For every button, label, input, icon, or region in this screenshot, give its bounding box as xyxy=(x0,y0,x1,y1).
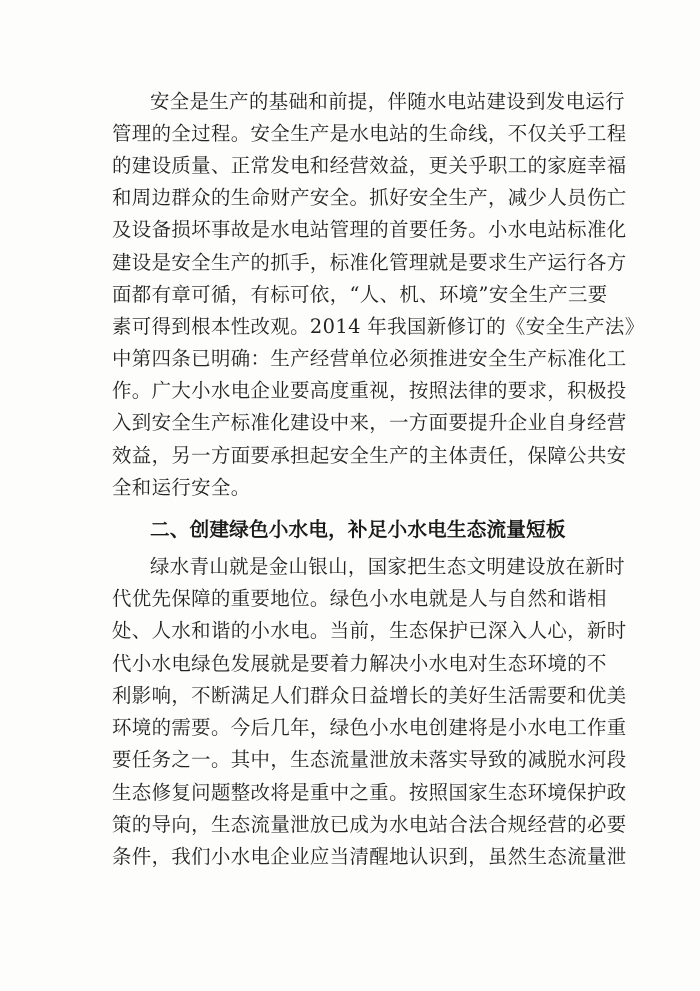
paragraph-line: 管理的全过程。安全生产是水电站的生命线，不仅关乎工程 xyxy=(112,122,627,145)
section-heading: 二、创建绿色小水电，补足小水电生态流量短板 xyxy=(150,518,566,541)
paragraph-line: 入到安全生产标准化建设中来，一方面要提升企业自身经营 xyxy=(112,411,627,434)
paragraph-line: 策的导向，生态流量泄放已成为水电站合法合规经营的必要 xyxy=(112,813,627,836)
paragraph-line: 要任务之一。其中，生态流量泄放未落实导致的减脱水河段 xyxy=(112,748,627,771)
paragraph-line: 条件，我们小水电企业应当清醒地认识到，虽然生态流量泄 xyxy=(112,845,627,868)
paragraph-line: 及设备损坏事故是水电站管理的首要任务。小水电站标准化 xyxy=(112,218,627,241)
paragraph-line: 建设是安全生产的抓手，标准化管理就是要求生产运行各方 xyxy=(112,251,627,274)
paragraph-line: 效益，另一方面要承担起安全生产的主体责任，保障公共安 xyxy=(112,444,627,467)
paragraph-line: 处、人水和谐的小水电。当前，生态保护已深入人心，新时 xyxy=(112,619,627,642)
paragraph-line: 素可得到根本性改观。2014 年我国新修订的《安全生产法》 xyxy=(112,315,645,338)
paragraph-line: 中第四条已明确：生产经营单位必须推进安全生产标准化工 xyxy=(112,347,627,370)
paragraph-line: 作。广大小水电企业要高度重视，按照法律的要求，积极投 xyxy=(112,379,627,402)
paragraph-line: 安全是生产的基础和前提，伴随水电站建设到发电运行 xyxy=(150,90,625,113)
paragraph-line: 和周边群众的生命财产安全。抓好安全生产，减少人员伤亡 xyxy=(112,186,627,209)
paragraph-line: 生态修复问题整改将是重中之重。按照国家生态环境保护政 xyxy=(112,781,627,804)
paragraph-line: 代优先保障的重要地位。绿色小水电就是人与自然和谐相 xyxy=(112,587,607,610)
paragraph-line: 全和运行安全。 xyxy=(112,476,251,499)
paragraph-line: 利影响，不断满足人们群众日益增长的美好生活需要和优美 xyxy=(112,684,627,707)
paragraph-line: 环境的需要。今后几年，绿色小水电创建将是小水电工作重 xyxy=(112,716,627,739)
paragraph-line: 代小水电绿色发展就是要着力解决小水电对生态环境的不 xyxy=(112,652,607,675)
paragraph-line: 绿水青山就是金山银山，国家把生态文明建设放在新时 xyxy=(150,555,625,578)
paragraph-line: 的建设质量、正常发电和经营效益，更关乎职工的家庭幸福 xyxy=(112,154,627,177)
paragraph-line: 面都有章可循，有标可依，“人、机、环境”安全生产三要 xyxy=(112,283,608,306)
